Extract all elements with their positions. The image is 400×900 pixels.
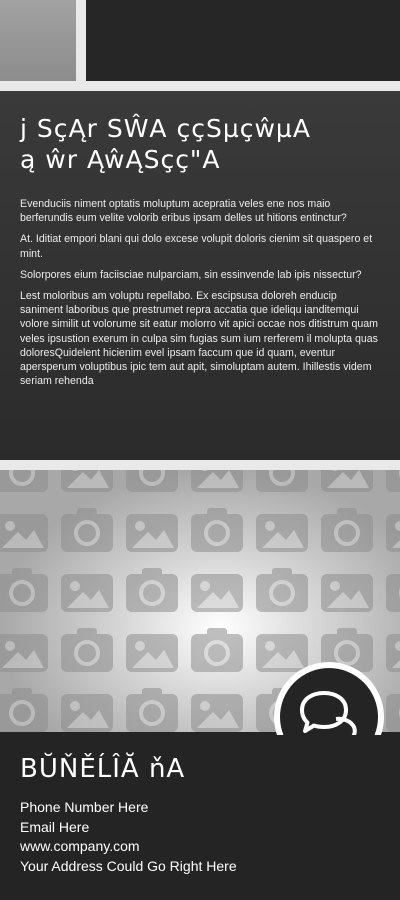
body-paragraph: Evenduciis niment optatis moluptum acepratia veles ene nos maio berferundis eum velite volorib eribus ipsam delles ut hitions entinctur? xyxy=(20,198,347,225)
body-paragraph: At. Iditiat empori blani qui dolo excese volupit doloris cienim sit quaspero et mint. xyxy=(20,233,373,260)
headline: j SçĄr SŴA ççSµçŵµA ą ŵr ĄŵĄSçç"A xyxy=(20,114,311,174)
image-icon xyxy=(321,470,373,492)
camera-icon xyxy=(256,568,308,612)
camera-icon xyxy=(0,568,48,612)
street-address: Your Address Could Go Right Here xyxy=(20,857,237,874)
image-icon xyxy=(61,574,113,612)
company-name: BŬŇĚĹÎĂ ňA xyxy=(20,754,186,784)
image-icon xyxy=(126,514,178,552)
image-icon xyxy=(0,514,48,552)
image-icon xyxy=(191,694,243,732)
content-panel xyxy=(0,91,400,460)
camera-icon xyxy=(126,470,178,492)
camera-icon xyxy=(191,508,243,552)
camera-icon xyxy=(61,508,113,552)
image-icon xyxy=(0,634,48,672)
contact-info xyxy=(20,798,237,876)
image-icon xyxy=(191,470,243,492)
image-icon xyxy=(321,574,373,612)
phone-number: Phone Number Here xyxy=(20,799,149,815)
camera-icon xyxy=(126,688,178,732)
body-copy xyxy=(20,197,380,395)
top-right-dark-block xyxy=(86,0,400,81)
image-icon xyxy=(386,634,400,672)
camera-icon xyxy=(126,568,178,612)
camera-icon xyxy=(321,508,373,552)
badge-panel-merge xyxy=(268,735,390,785)
camera-icon xyxy=(386,470,400,492)
camera-icon xyxy=(61,628,113,672)
email-address: Email Here xyxy=(20,818,90,835)
image-icon xyxy=(386,514,400,552)
camera-icon xyxy=(191,628,243,672)
image-icon xyxy=(191,574,243,612)
camera-icon xyxy=(0,688,48,732)
body-paragraph: Solorpores eium faciisciae nulparciam, sin essinvende lab ipis nissectur? xyxy=(20,268,362,281)
body-paragraph: Lest moloribus am voluptu repellabo. Ex escipsusa doloreh enducip saniment laboribus que prestrumet repra accatia que ideliqu ianditemqui volore similit ut volorume sit eatur molorro vit apici occae nos ditistrum quam veles ipsustion exerum in culpa sim fugias sum ium rerferem il molupta quas doloresQuidelent hicienim evel ipsam faccum que id quam, eventur apersperum voluptibus ipic tem aut apit, simoluptam autem. Ihillestis videm seriam rehenda xyxy=(20,290,378,388)
image-icon xyxy=(61,470,113,492)
image-icon xyxy=(126,634,178,672)
website-link[interactable]: www.company.com xyxy=(20,838,140,854)
camera-icon xyxy=(0,470,48,492)
camera-icon xyxy=(386,568,400,612)
top-left-gray-block xyxy=(0,0,76,81)
image-icon xyxy=(256,634,308,672)
image-icon xyxy=(61,694,113,732)
image-icon xyxy=(256,514,308,552)
camera-icon xyxy=(386,688,400,732)
camera-icon xyxy=(256,470,308,492)
